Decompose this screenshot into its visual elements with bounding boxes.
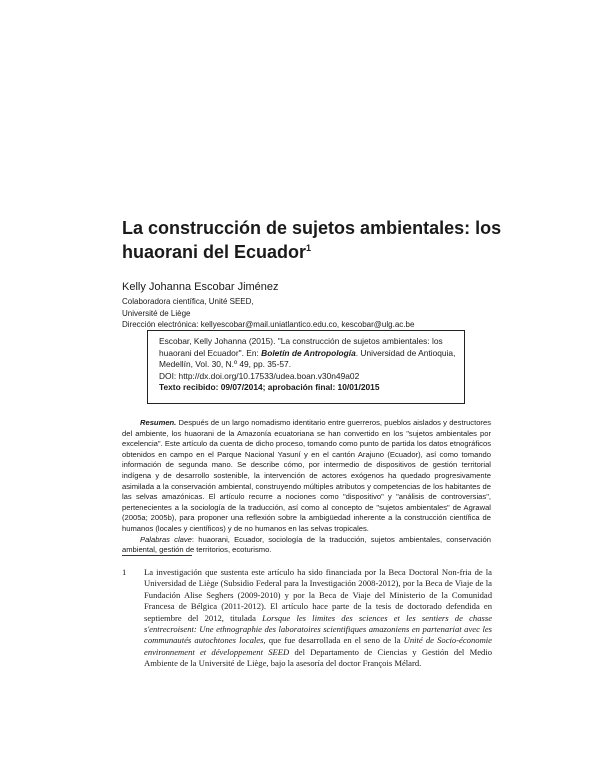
- abstract-paragraph: [122, 418, 491, 535]
- citation-dates: Texto recibido: 09/07/2014; aprobación final: 10/01/2015: [159, 382, 380, 393]
- journal-name: Boletín de Antropología: [261, 347, 356, 358]
- footnote-text: La investigación que sustenta este artículo ha sido financiada por la Beca Doctoral Non-fria de la Universidad de Liège (Subsidio Federal para la Investigación 2008-2012), por la Beca de Viaje de la Fundación Alise Seghers (2009-2010) y por la Beca de Viaje del Ministerio de la Comunidad Francesa de Bélgica (2011-2012). El artículo hace parte de la tesis de doctorado defendida en septiembre del 2012, titulada: [144, 567, 492, 623]
- footnote-divider: [122, 555, 192, 556]
- footnote-text: del Departamento de Ciencias y Gestión del Medio Ambiente de la Université de Liège, bajo la asesoría del doctor François Mélard.: [144, 646, 492, 669]
- footnote-number: 1: [122, 567, 127, 577]
- footnote-body: [144, 567, 492, 670]
- footnote-text: , que fue desarrollada en el seno de la: [263, 635, 404, 646]
- citation-box: [147, 330, 465, 404]
- citation-doi: DOI: http://dx.doi.org/10.17533/udea.boan.v30n49a02: [159, 370, 360, 381]
- citation-reference: [159, 336, 458, 371]
- affiliation-line: Université de Liège: [122, 308, 191, 318]
- citation-text: Escobar, Kelly Johanna (2015). "La construcción de sujetos ambientales: los huaorani del Ecuador". En:: [159, 336, 443, 358]
- article-title-text: La construcción de sujetos ambientales: los huaorani del Ecuador: [122, 218, 502, 262]
- author-name: Kelly Johanna Escobar Jiménez: [122, 281, 279, 293]
- abstract-label: Resumen.: [140, 418, 177, 427]
- keywords-label: Palabras clave: [140, 534, 192, 544]
- footnote: [122, 567, 492, 670]
- article-title: [122, 216, 502, 264]
- keywords-text: : huaorani, Ecuador, sociología de la traducción, sujetos ambientales, conservación ambiental, gestión de territorios, ecoturismo.: [122, 534, 492, 555]
- title-footnote-marker: 1: [306, 243, 312, 253]
- research-unit-name: Unité de Socio-économie environnement et développement SEED: [144, 635, 492, 657]
- abstract-text: Después de un largo nomadismo identitario entre guerreros, pueblos aislados y destructores del ambiente, los huaorani de la Amazonía ecuatoriana se han convertido en los "sujetos ambientales por excelencia". Este artículo da cuenta de dicho proceso, tomando como punto de partida los datos etnográficos obtenidos en campo en el Parque Nacional Yasuní y en el cantón Arajuno (Ecuador), así como tomando información de segunda mano. Se describe cómo, por intermedio de dispositivos de gestión territorial indígena y de desarrollo sostenible, la intervención de actores exógenos ha quedado progresivamente asimilada a la conservación ambiental, construyendo múltiples atributos y competencias de los habitantes de las selvas amazónicas. El artículo recurre a nociones como "dispositivo" y "análisis de controversias", pertenecientes a la sociología de la traducción, así como al concepto de "sujetos ambientales" de Agrawal (2005a; 2005b), para proponer una reflexión sobre la ambigüedad inherente a la construcción científica de humanos (locales y científicos) y de no humanos en las selvas tropicales.: [122, 418, 491, 533]
- thesis-title: Lorsque les limites des sciences et les sentiers de chasse s'entrecroisent: Une ethnographie des laboratoires scientifiques amazoniens en partenariat avec les communautés autochtones locales: [144, 612, 493, 646]
- contact-email-line: Dirección electrónica: kellyescobar@mail.uniatlantico.edu.co, kescobar@ulg.ac.be: [122, 320, 415, 329]
- abstract: [122, 418, 491, 556]
- author-block: [122, 280, 502, 331]
- affiliation-line: Colaboradora científica, Unité SEED,: [122, 297, 254, 306]
- keywords-paragraph: [122, 535, 491, 556]
- citation-text-end: . Universidad de Antioquia, Medellín, Vol. 30, N.º 49, pp. 35-57.: [159, 347, 456, 370]
